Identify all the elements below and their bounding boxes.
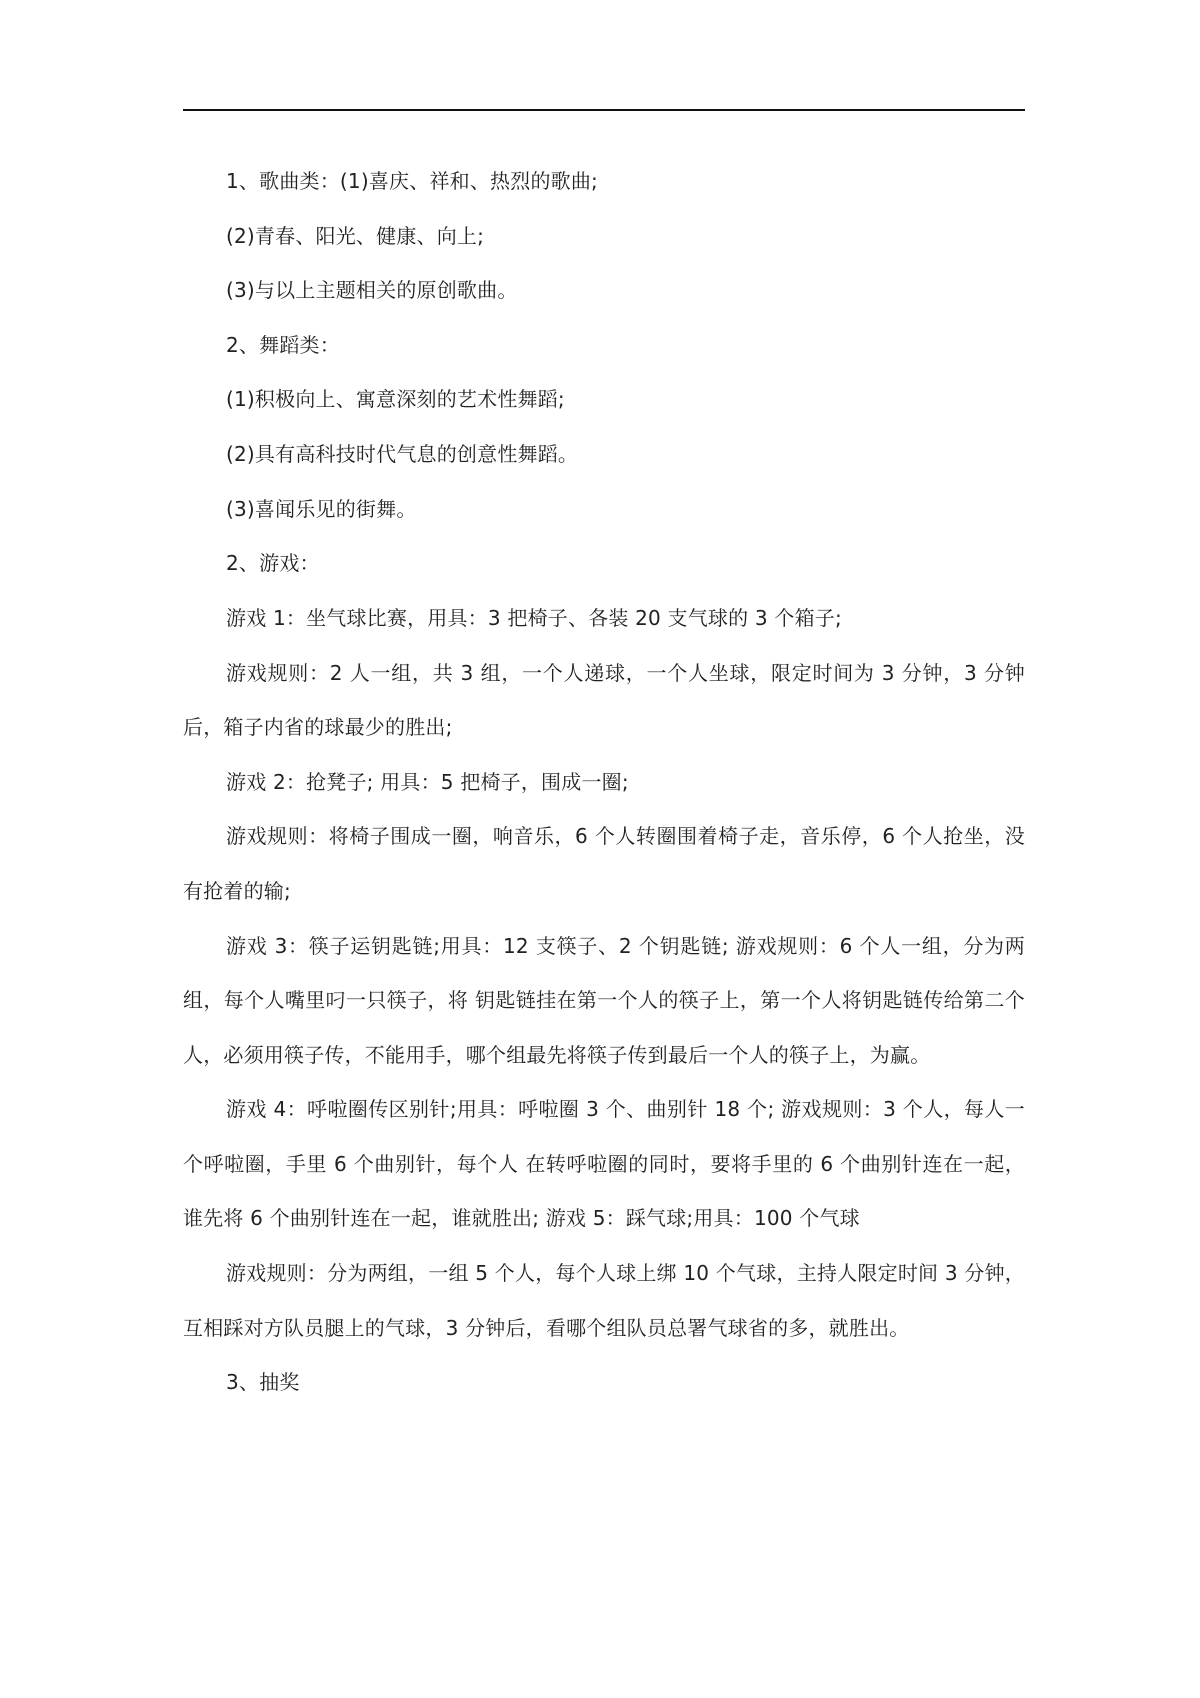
header-rule [183,109,1025,111]
paragraph-dance-2: (2)具有高科技时代气息的创意性舞蹈。 [226,441,579,466]
paragraph-dance-1: (1)积极向上、寓意深刻的艺术性舞蹈; [226,387,565,412]
paragraph-songs-2: (2)青春、阳光、健康、向上; [226,223,485,248]
paragraph-game-4: 游戏 4：呼啦圈传区别针;用具：呼啦圈 3 个、曲别针 18 个; 游戏规则：3 个人，每人一个呼啦圈，手里 6 个曲别针，每个人 在转呼啦圈的同时，要将手里的 6 个曲别针连在一起，谁先将 6 个曲别针连在一起，谁就胜出; 游戏 5：踩气球;用具：100 个气球 [183,1097,1025,1231]
document-body [183,166,1025,1422]
paragraph-game-3: 游戏 3：筷子运钥匙链;用具：12 支筷子、2 个钥匙链; 游戏规则：6 个人一组，分为两组，每个人嘴里叼一只筷子，将 钥匙链挂在第一个人的筷子上，第一个人将钥匙链传给第二个人，必须用筷子传，不能用手，哪个组最先将筷子传到最后一个人的筷子上，为赢。 [183,933,1025,1067]
paragraph-lottery: 3、抽奖 [226,1370,300,1395]
paragraph-dance: 2、舞蹈类： [226,332,340,357]
paragraph-songs: 1、歌曲类：(1)喜庆、祥和、热烈的歌曲; [226,169,598,193]
paragraph-game-2: 游戏 2：抢凳子; 用具：5 把椅子，围成一圈; [226,769,629,794]
paragraph-songs-3: (3)与以上主题相关的原创歌曲。 [226,278,518,303]
paragraph-game-2-rules: 游戏规则：将椅子围成一圈，响音乐，6 个人转圈围着椅子走，音乐停，6 个人抢坐，没有抢着的输; [183,824,1025,903]
paragraph-dance-3: (3)喜闻乐见的街舞。 [226,496,417,521]
paragraph-game-1: 游戏 1：坐气球比赛，用具：3 把椅子、各装 20 支气球的 3 个箱子; [226,605,842,630]
paragraph-games: 2、游戏： [226,551,320,576]
paragraph-game-1-rules: 游戏规则：2 人一组，共 3 组，一个人递球，一个人坐球，限定时间为 3 分钟，3 分钟后，箱子内省的球最少的胜出; [183,660,1025,740]
paragraph-game-5-rules: 游戏规则：分为两组，一组 5 个人，每个人球上绑 10 个气球，主持人限定时间 3 分钟，互相踩对方队员腿上的气球，3 分钟后，看哪个组队员总署气球省的多，就胜出。 [183,1261,1025,1340]
